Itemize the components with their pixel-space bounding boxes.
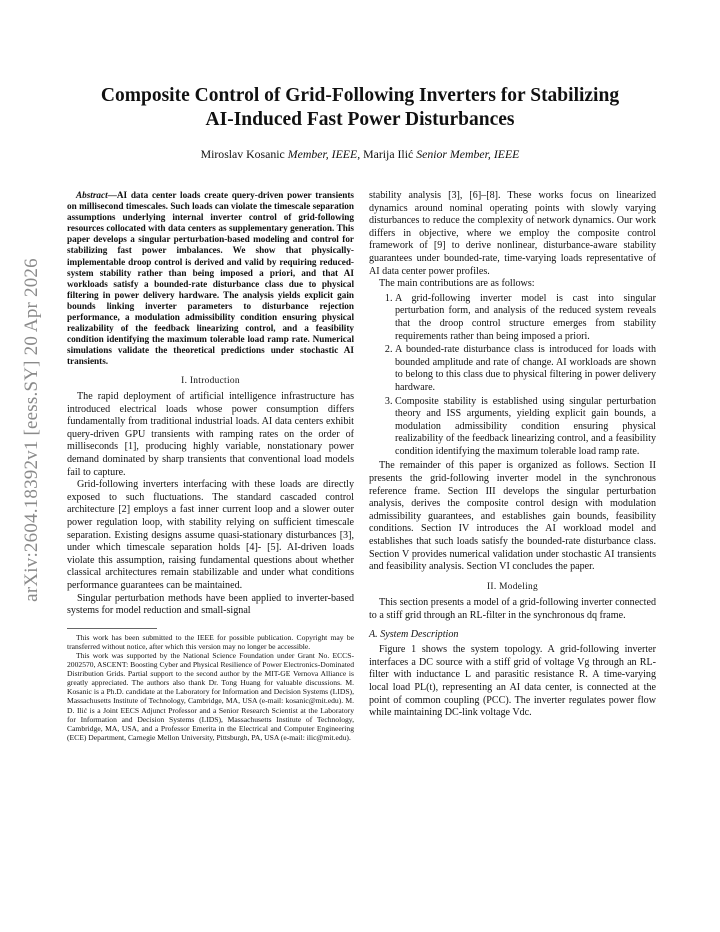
footnote-2: This work was supported by the National Science Foundation under Grant No. ECCS-2002570, ASCENT: Boosting Cyber and Physical Resilience of Power Electronics-Dominated Distribution Grids. Partial support to the second author by the MIT-GE Vernova Alliance is greatly appreciated. The authors also thank Dr. Tong Huang for valuable discussions. M. Kosanic is a Ph.D. candidate at the Laboratory for Information and Decision Systems (LIDS), Massachusetts Institute of Technology, Cambridge, MA, USA (e-mail: kosanic@mit.edu). M. D. Ilić is a Joint EECS Adjunct Professor and a Senior Research Scientist at the Laboratory for Information and Decision Systems (LIDS), Massachusetts Institute of Technology, Cambridge, MA, USA, and a Professor Emerita in the Electrical and Computer Engineering (ECE) Department, Carnegie Mellon University, Pittsburgh, PA, USA (e-mail: ilic@mit.edu). xyxy=(67,650,354,742)
arxiv-stamp xyxy=(12,170,52,690)
intro-paragraph-1: The rapid deployment of artificial intelligence infrastructure has introduced electrical loads whose power consumption differs fundamentally from traditional industrial loads. AI data centers exhibit query-driven GPU transients with ramping rates on the order of milliseconds [1], producing highly variable, nonstationary power demand dominated by sharp transients that conventional load models fail to capture. xyxy=(67,391,354,478)
title-line-2: AI-Induced Fast Power Disturbances xyxy=(205,109,515,130)
contribution-item: 1. A grid-following inverter model is cast into singular perturbation form, and analysis of the reduced system reveals that the droop control structure emerges from stability requirements rather than being imposed a priori. xyxy=(395,293,656,343)
author-2: Marija Ilić xyxy=(363,147,414,161)
subsection-heading-system-description: A. System Description xyxy=(369,628,459,640)
section-heading-introduction: I. Introduction xyxy=(181,375,240,386)
section-heading-modeling: II. Modeling xyxy=(487,581,538,592)
left-column xyxy=(67,190,354,742)
system-description-paragraph: Figure 1 shows the system topology. A grid-following inverter interfaces a DC source with a stiff grid of voltage Vg through an RL-filter with inductance L and parasitic resistance R. A time-varying local load PL(t), representing an AI data center, is connected at the point of common coupling (PCC). The inverter regulates power flow while maintaining DC-link voltage Vdc. xyxy=(369,644,656,719)
abstract xyxy=(67,190,354,368)
contributions-intro: The main contributions are as follows: xyxy=(379,278,535,290)
right-column xyxy=(369,190,656,720)
intro-paragraph-2: Grid-following inverters interfacing with these loads are directly exposed to such fluctuations. The standard cascaded control architecture [2] employs a fast inner current loop and a slower outer power regulation loop, with stability relying on sufficient timescale separation. Existing designs assume quasi-stationary disturbances [3], under which timescale separation holds [4]- [5]. AI-driven loads violate this assumption, raising fundamental questions about whether classical architectures remain stabilizable and under what conditions performance guarantees can be maintained. xyxy=(67,479,354,591)
abstract-lead: Abstract xyxy=(76,190,108,200)
footnotes xyxy=(67,633,354,742)
author-1-role: Member, IEEE xyxy=(287,147,358,161)
footnote-rule xyxy=(67,628,157,629)
author-2-role: Senior Member, IEEE xyxy=(416,147,520,161)
paper-title xyxy=(90,84,630,132)
contribution-item: 3. Composite stability is established using singular perturbation theory and ISS arguments, yielding explicit gain bounds, a modulation admissibility condition ensuring physical realizability of the feedback linearizing control, and a feasibility condition identifying the maximum tolerable load ramp rate. xyxy=(395,396,656,459)
remainder-paragraph: The remainder of this paper is organized as follows. Section II presents the grid-following inverter model in the synchronous reference frame. Section III develops the singular perturbation analysis, derives the composite control design with modulation admissibility guarantees, and establishes gain bounds, feasibility conditions. Section IV introduces the AI workload model and establishes that such loads satisfy the bounded-rate disturbance class. Section V provides numerical validation under stochastic AI transients and feasibility analysis. Section VI concludes the paper. xyxy=(369,460,656,573)
title-line-1: Composite Control of Grid-Following Inverters for Stabilizing xyxy=(100,85,620,106)
footnote-1: This work has been submitted to the IEEE for possible publication. Copyright may be transferred without notice, after which this version may no longer be accessible. xyxy=(67,632,354,651)
author-1: Miroslav Kosanic xyxy=(200,147,285,161)
abstract-text: —AI data center loads create query-driven power transients on millisecond timescales. Such loads can violate the timescale separation assumptions underlying internal inverter control of grid-following resources collocated with data centers as supplementary generation. This paper develops a singular perturbation-based modeling and control for stabilizing fast power imbalances. We show that physically-implementable droop control is derived and valid by requiring reduced-system stability rather than being imposed a priori, and that AI workloads satisfy a bounded-rate disturbance class due to physical filtering in power delivery hardware. The analysis yields explicit gain bounds linking inverter parameters to disturbance rejection performance, a modulation admissibility condition ensuring physical realizability of the feedback linearizing control, and a feasibility condition identifying the maximum tolerable load ramp rate. Numerical simulations validate the theoretical predictions under stochastic AI transients. xyxy=(67,190,354,367)
right-paragraph-1: stability analysis [3], [6]–[8]. These works focus on linearized dynamics around nominal operating points with slowly varying disturbances to reduce the complexity of network dynamics. Our work differs in objective, where we employ the composite control framework of [9] to derive nonlinear, disturbance-aware stability guarantees under bounded-rate, time-varying loads representative of AI data center power profiles. xyxy=(369,190,656,277)
contributions-list xyxy=(369,293,656,459)
modeling-paragraph-1: This section presents a model of a grid-following inverter connected to a stiff grid through an RL-filter in the synchronous dq frame. xyxy=(369,597,656,621)
arxiv-stamp-text: arXiv:2604.18392v1 [eess.SY] 20 Apr 2026 xyxy=(21,258,42,602)
contribution-item: 2. A bounded-rate disturbance class is introduced for loads with bounded amplitude and rate of change. AI workloads are shown to belong to this class due to physical filtering in power delivery hardware. xyxy=(395,344,656,394)
intro-paragraph-3: Singular perturbation methods have been applied to inverter-based systems for model reduction and small-signal xyxy=(67,592,354,617)
author-line: Miroslav Kosanic Member, IEEE, Marija Ilić Senior Member, IEEE xyxy=(200,147,520,161)
